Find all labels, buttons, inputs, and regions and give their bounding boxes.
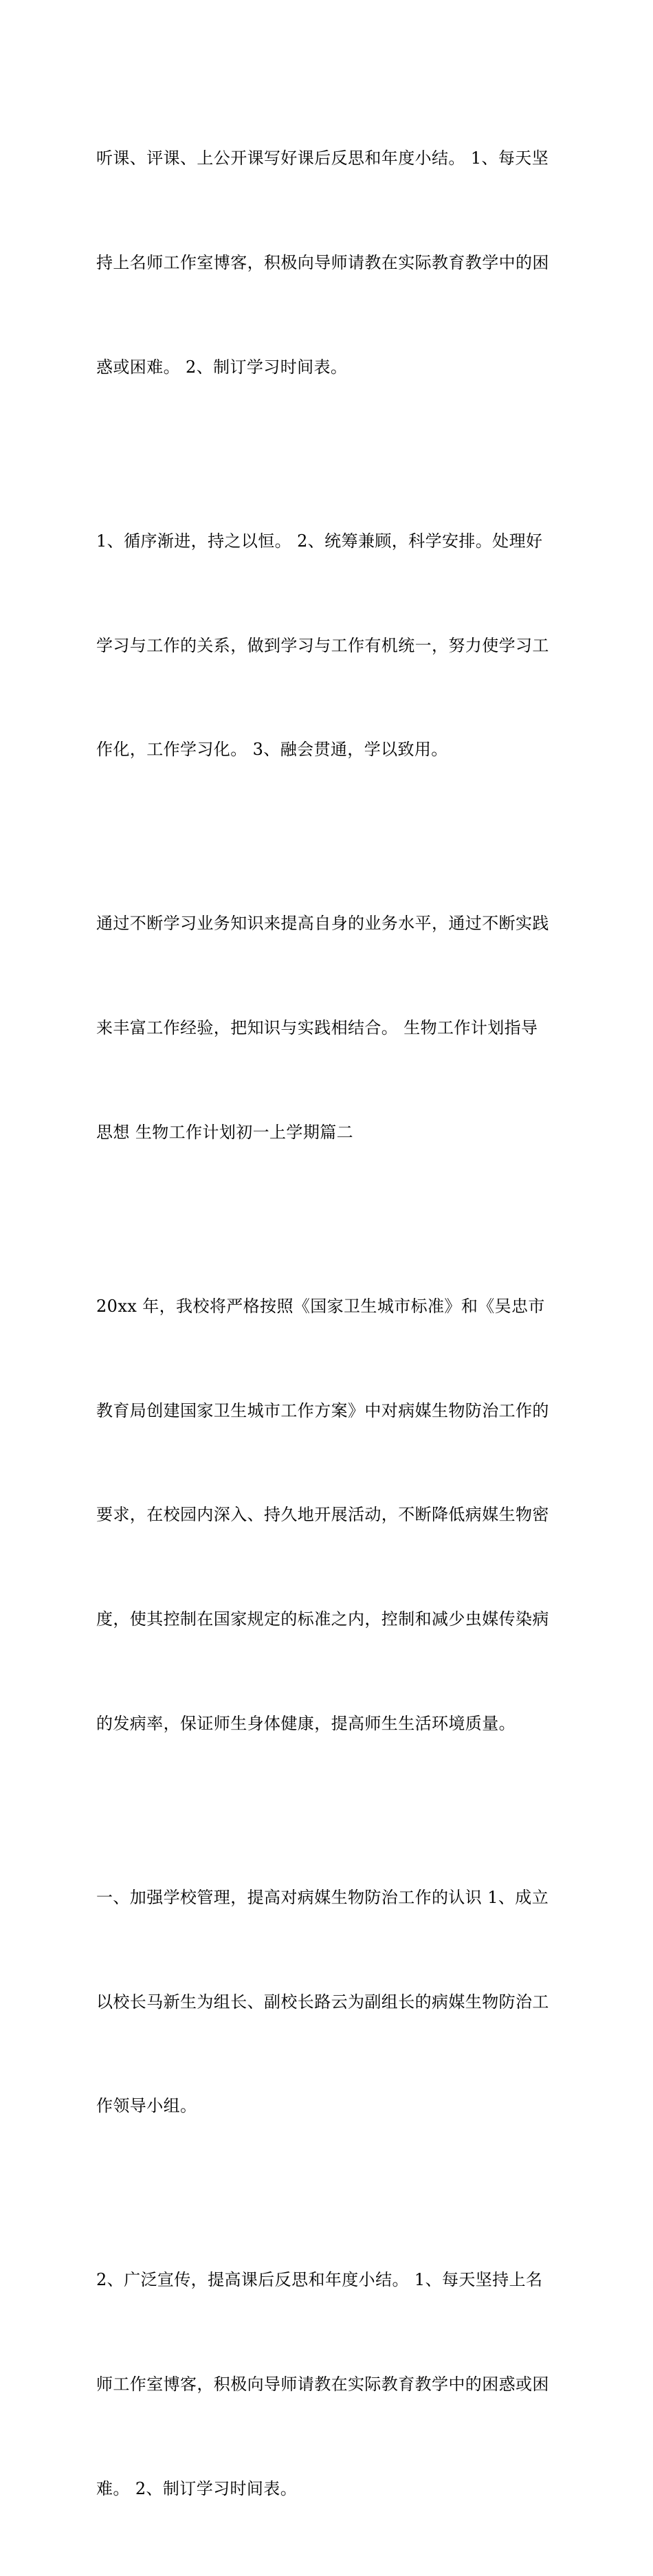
text-line: 1、循序渐进，持之以恒。 2、统筹兼顾，科学安排。处理好: [96, 531, 543, 551]
paragraph-4: [96, 1220, 564, 1811]
text-line: 一、加强学校管理，提高对病媒生物防治工作的认识 1、成立: [96, 1887, 549, 1907]
text-line: 教育局创建国家卫生城市工作方案》中对病媒生物防治工作的: [96, 1400, 549, 1420]
text-line: 来丰富工作经验，把知识与实践相结合。 生物工作计划指导: [96, 1018, 538, 1038]
text-line: 师工作室博客，积极向导师请教在实际教育教学中的困惑或困: [96, 2375, 549, 2395]
text-line: 惑或困难。 2、制订学习时间表。: [96, 357, 348, 377]
text-line: 要求，在校园内深入、持久地开展活动，不断降低病媒生物密: [96, 1505, 549, 1525]
text-line: 的发病率，保证师生身体健康，提高师生生活环境质量。: [96, 1713, 516, 1733]
text-line: 通过不断学习业务知识来提高自身的业务水平，通过不断实践: [96, 914, 549, 934]
paragraph-1: [96, 71, 564, 454]
paragraph-2: [96, 454, 564, 837]
paragraph-5: [96, 1811, 564, 2194]
text-line: 以校长马新生为组长、副校长路云为副组长的病媒生物防治工: [96, 1992, 549, 2012]
text-line: 难。 2、制订学习时间表。: [96, 2478, 298, 2498]
text-line: 学习与工作的关系，做到学习与工作有机统一，努力使学习工: [96, 635, 549, 655]
text-line: 持上名师工作室博客，积极向导师请教在实际教育教学中的困: [96, 252, 549, 272]
text-line: 思想 生物工作计划初一上学期篇二: [96, 1122, 354, 1142]
paragraph-6: [96, 2193, 564, 2576]
text-line: 作领导小组。: [96, 2096, 197, 2116]
text-line: 度，使其控制在国家规定的标准之内，控制和减少虫媒传染病: [96, 1609, 549, 1629]
document-body: [96, 71, 564, 2576]
text-line: 听课、评课、上公开课写好课后反思和年度小结。 1、每天坚: [96, 148, 549, 168]
paragraph-3: [96, 837, 564, 1220]
text-line: 20xx 年，我校将严格按照《国家卫生城市标准》和《吴忠市: [96, 1296, 545, 1316]
text-line: 2、广泛宣传，提高课后反思和年度小结。 1、每天坚持上名: [96, 2270, 543, 2290]
text-line: 作化，工作学习化。 3、融会贯通，学以致用。: [96, 740, 448, 760]
